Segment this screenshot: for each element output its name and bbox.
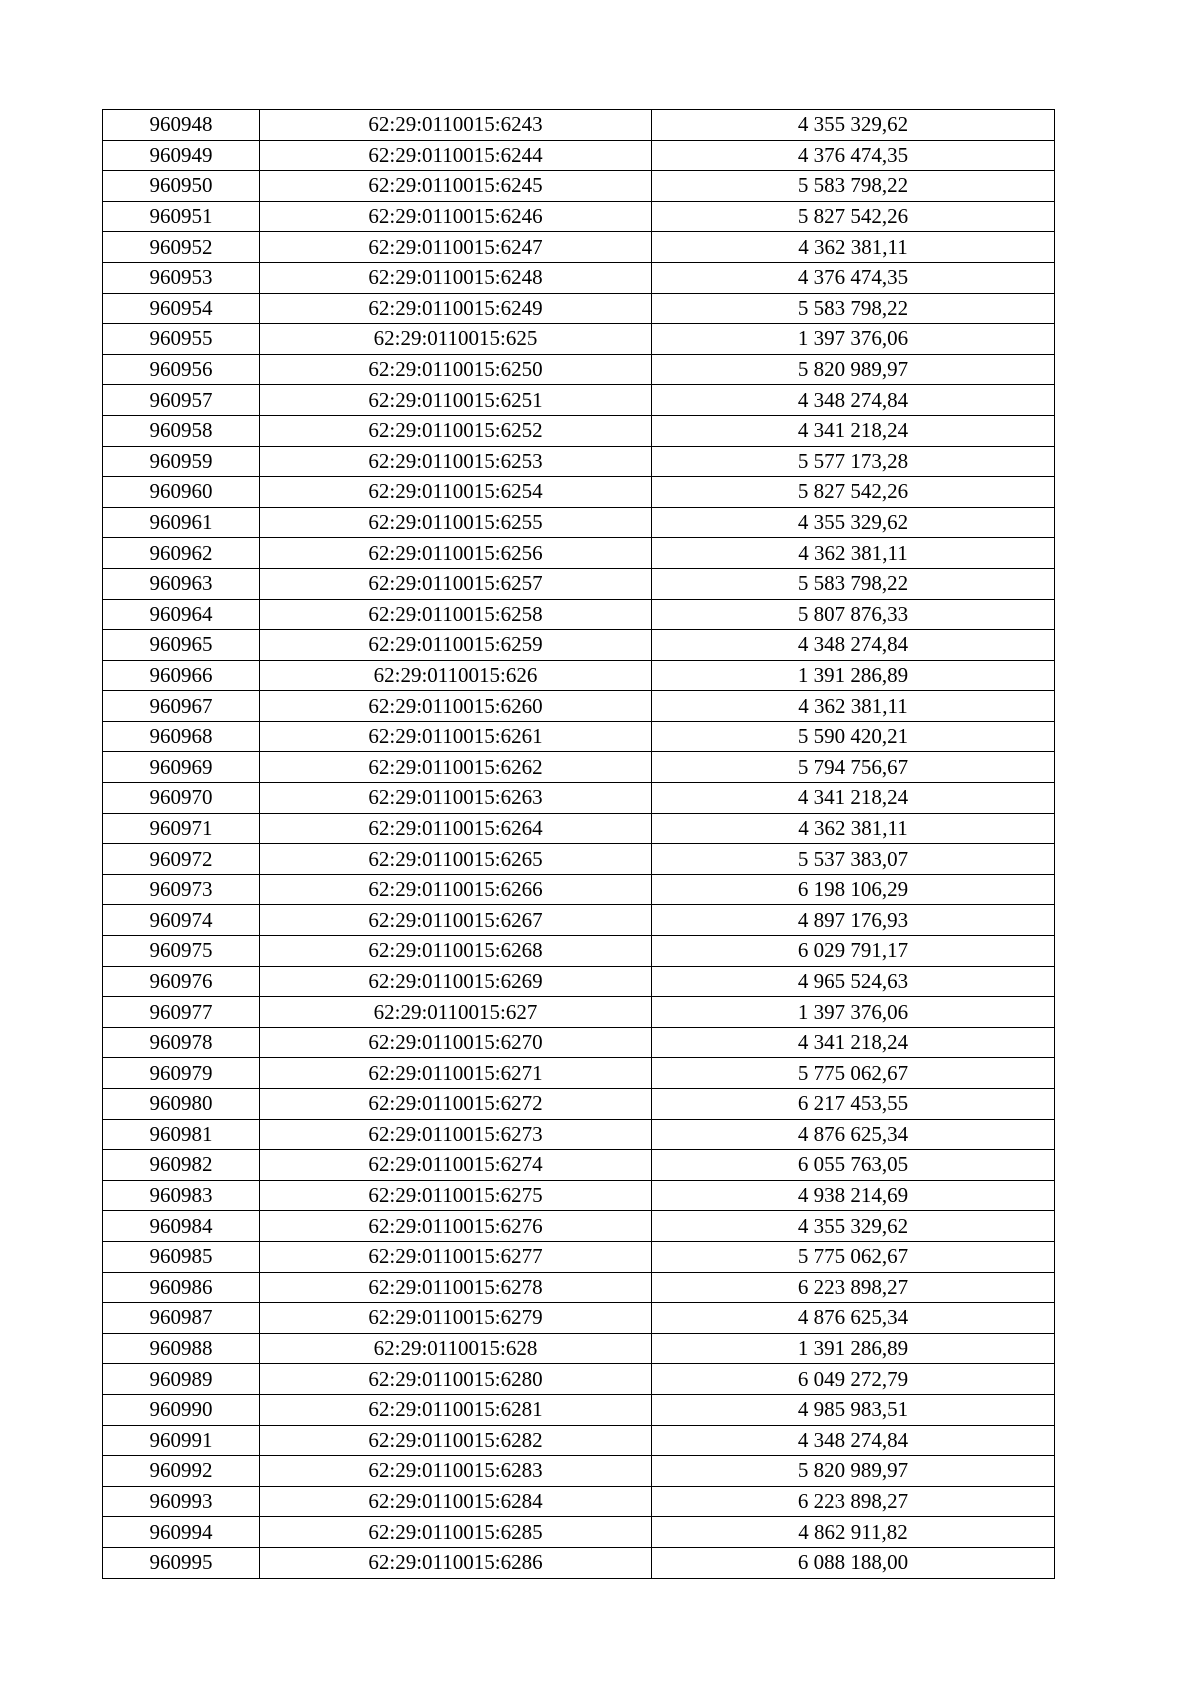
row-number-cell: 960948 — [103, 110, 260, 141]
cadastral-value-cell: 5 583 798,22 — [652, 568, 1055, 599]
cadastral-value-cell: 6 029 791,17 — [652, 936, 1055, 967]
row-number-cell: 960963 — [103, 568, 260, 599]
cadastral-value-cell: 4 376 474,35 — [652, 140, 1055, 171]
row-number-cell: 960960 — [103, 477, 260, 508]
row-number-cell: 960984 — [103, 1211, 260, 1242]
row-number-cell: 960993 — [103, 1486, 260, 1517]
cadastral-number-cell: 62:29:0110015:6262 — [260, 752, 652, 783]
table-row — [103, 538, 1055, 569]
cadastral-number-cell: 62:29:0110015:6271 — [260, 1058, 652, 1089]
cadastral-value-cell: 6 049 272,79 — [652, 1364, 1055, 1395]
table-row — [103, 507, 1055, 538]
cadastral-value-cell: 5 775 062,67 — [652, 1241, 1055, 1272]
cadastral-number-cell: 62:29:0110015:628 — [260, 1333, 652, 1364]
cadastral-value-table — [102, 109, 1055, 1579]
row-number-cell: 960991 — [103, 1425, 260, 1456]
row-number-cell: 960980 — [103, 1089, 260, 1120]
cadastral-number-cell: 62:29:0110015:6263 — [260, 783, 652, 814]
table-row — [103, 691, 1055, 722]
row-number-cell: 960967 — [103, 691, 260, 722]
table-row — [103, 1394, 1055, 1425]
table-row — [103, 1241, 1055, 1272]
row-number-cell: 960994 — [103, 1517, 260, 1548]
row-number-cell: 960956 — [103, 354, 260, 385]
cadastral-number-cell: 62:29:0110015:6272 — [260, 1089, 652, 1120]
row-number-cell: 960977 — [103, 997, 260, 1028]
cadastral-value-cell: 1 391 286,89 — [652, 660, 1055, 691]
cadastral-value-cell: 4 348 274,84 — [652, 1425, 1055, 1456]
row-number-cell: 960981 — [103, 1119, 260, 1150]
table-row — [103, 1180, 1055, 1211]
cadastral-value-cell: 4 985 983,51 — [652, 1394, 1055, 1425]
table-row — [103, 354, 1055, 385]
cadastral-number-cell: 62:29:0110015:6253 — [260, 446, 652, 477]
row-number-cell: 960989 — [103, 1364, 260, 1395]
cadastral-number-cell: 62:29:0110015:6244 — [260, 140, 652, 171]
cadastral-number-cell: 62:29:0110015:6261 — [260, 721, 652, 752]
row-number-cell: 960961 — [103, 507, 260, 538]
table-row — [103, 1486, 1055, 1517]
cadastral-value-cell: 5 577 173,28 — [652, 446, 1055, 477]
cadastral-number-cell: 62:29:0110015:6286 — [260, 1547, 652, 1578]
cadastral-number-cell: 62:29:0110015:6249 — [260, 293, 652, 324]
cadastral-value-cell: 5 583 798,22 — [652, 171, 1055, 202]
cadastral-value-cell: 4 362 381,11 — [652, 813, 1055, 844]
row-number-cell: 960966 — [103, 660, 260, 691]
cadastral-value-cell: 6 198 106,29 — [652, 874, 1055, 905]
table-row — [103, 1058, 1055, 1089]
table-row — [103, 936, 1055, 967]
cadastral-number-cell: 62:29:0110015:6283 — [260, 1456, 652, 1487]
cadastral-number-cell: 62:29:0110015:6275 — [260, 1180, 652, 1211]
cadastral-value-cell: 5 820 989,97 — [652, 1456, 1055, 1487]
cadastral-number-cell: 62:29:0110015:6254 — [260, 477, 652, 508]
table-row — [103, 1364, 1055, 1395]
table-row — [103, 1547, 1055, 1578]
row-number-cell: 960995 — [103, 1547, 260, 1578]
cadastral-number-cell: 62:29:0110015:6266 — [260, 874, 652, 905]
cadastral-number-cell: 62:29:0110015:6267 — [260, 905, 652, 936]
cadastral-number-cell: 62:29:0110015:6248 — [260, 262, 652, 293]
cadastral-value-cell: 5 794 756,67 — [652, 752, 1055, 783]
row-number-cell: 960990 — [103, 1394, 260, 1425]
cadastral-number-cell: 62:29:0110015:6264 — [260, 813, 652, 844]
cadastral-value-cell: 5 807 876,33 — [652, 599, 1055, 630]
table-row — [103, 293, 1055, 324]
row-number-cell: 960952 — [103, 232, 260, 263]
table-row — [103, 1425, 1055, 1456]
table-row — [103, 446, 1055, 477]
row-number-cell: 960968 — [103, 721, 260, 752]
table-row — [103, 201, 1055, 232]
cadastral-value-cell: 1 391 286,89 — [652, 1333, 1055, 1364]
row-number-cell: 960958 — [103, 415, 260, 446]
table-row — [103, 997, 1055, 1028]
row-number-cell: 960978 — [103, 1027, 260, 1058]
cadastral-number-cell: 62:29:0110015:6256 — [260, 538, 652, 569]
cadastral-value-cell: 4 938 214,69 — [652, 1180, 1055, 1211]
cadastral-number-cell: 62:29:0110015:6265 — [260, 844, 652, 875]
cadastral-number-cell: 62:29:0110015:6255 — [260, 507, 652, 538]
cadastral-value-cell: 6 055 763,05 — [652, 1150, 1055, 1181]
table-row — [103, 140, 1055, 171]
row-number-cell: 960988 — [103, 1333, 260, 1364]
row-number-cell: 960975 — [103, 936, 260, 967]
row-number-cell: 960979 — [103, 1058, 260, 1089]
row-number-cell: 960969 — [103, 752, 260, 783]
cadastral-number-cell: 62:29:0110015:6274 — [260, 1150, 652, 1181]
row-number-cell: 960974 — [103, 905, 260, 936]
table-row — [103, 1211, 1055, 1242]
row-number-cell: 960971 — [103, 813, 260, 844]
cadastral-number-cell: 62:29:0110015:625 — [260, 324, 652, 355]
table-row — [103, 110, 1055, 141]
table-row — [103, 874, 1055, 905]
cadastral-number-cell: 62:29:0110015:6284 — [260, 1486, 652, 1517]
cadastral-number-cell: 62:29:0110015:6258 — [260, 599, 652, 630]
cadastral-number-cell: 62:29:0110015:6273 — [260, 1119, 652, 1150]
table-row — [103, 1456, 1055, 1487]
cadastral-number-cell: 62:29:0110015:6251 — [260, 385, 652, 416]
cadastral-value-cell: 4 348 274,84 — [652, 385, 1055, 416]
table-row — [103, 1119, 1055, 1150]
cadastral-value-cell: 5 827 542,26 — [652, 201, 1055, 232]
cadastral-value-cell: 4 897 176,93 — [652, 905, 1055, 936]
table-row — [103, 262, 1055, 293]
table-row — [103, 1089, 1055, 1120]
table-row — [103, 721, 1055, 752]
cadastral-number-cell: 62:29:0110015:6243 — [260, 110, 652, 141]
table-row — [103, 171, 1055, 202]
row-number-cell: 960955 — [103, 324, 260, 355]
cadastral-value-cell: 4 355 329,62 — [652, 507, 1055, 538]
cadastral-value-cell: 4 362 381,11 — [652, 538, 1055, 569]
cadastral-value-cell: 5 775 062,67 — [652, 1058, 1055, 1089]
table-row — [103, 1150, 1055, 1181]
table-row — [103, 385, 1055, 416]
row-number-cell: 960976 — [103, 966, 260, 997]
cadastral-value-cell: 6 223 898,27 — [652, 1486, 1055, 1517]
cadastral-number-cell: 62:29:0110015:6278 — [260, 1272, 652, 1303]
row-number-cell: 960970 — [103, 783, 260, 814]
cadastral-number-cell: 62:29:0110015:6279 — [260, 1303, 652, 1334]
cadastral-value-cell: 6 217 453,55 — [652, 1089, 1055, 1120]
cadastral-number-cell: 62:29:0110015:627 — [260, 997, 652, 1028]
table-row — [103, 568, 1055, 599]
row-number-cell: 960973 — [103, 874, 260, 905]
table-row — [103, 660, 1055, 691]
cadastral-value-cell: 5 537 383,07 — [652, 844, 1055, 875]
cadastral-number-cell: 62:29:0110015:6252 — [260, 415, 652, 446]
row-number-cell: 960964 — [103, 599, 260, 630]
cadastral-value-cell: 4 965 524,63 — [652, 966, 1055, 997]
row-number-cell: 960982 — [103, 1150, 260, 1181]
cadastral-number-cell: 62:29:0110015:6281 — [260, 1394, 652, 1425]
cadastral-value-cell: 6 088 188,00 — [652, 1547, 1055, 1578]
cadastral-number-cell: 62:29:0110015:6282 — [260, 1425, 652, 1456]
cadastral-number-cell: 62:29:0110015:6247 — [260, 232, 652, 263]
row-number-cell: 960987 — [103, 1303, 260, 1334]
table-row — [103, 966, 1055, 997]
cadastral-number-cell: 62:29:0110015:6285 — [260, 1517, 652, 1548]
row-number-cell: 960953 — [103, 262, 260, 293]
row-number-cell: 960985 — [103, 1241, 260, 1272]
cadastral-value-cell: 4 341 218,24 — [652, 1027, 1055, 1058]
cadastral-number-cell: 62:29:0110015:6268 — [260, 936, 652, 967]
cadastral-number-cell: 62:29:0110015:6270 — [260, 1027, 652, 1058]
cadastral-number-cell: 62:29:0110015:6257 — [260, 568, 652, 599]
table-row — [103, 1272, 1055, 1303]
row-number-cell: 960950 — [103, 171, 260, 202]
cadastral-value-cell: 5 583 798,22 — [652, 293, 1055, 324]
row-number-cell: 960957 — [103, 385, 260, 416]
table-row — [103, 1517, 1055, 1548]
table-row — [103, 905, 1055, 936]
table-row — [103, 752, 1055, 783]
row-number-cell: 960992 — [103, 1456, 260, 1487]
cadastral-value-cell: 6 223 898,27 — [652, 1272, 1055, 1303]
cadastral-value-cell: 5 827 542,26 — [652, 477, 1055, 508]
cadastral-value-cell: 5 820 989,97 — [652, 354, 1055, 385]
cadastral-value-cell: 4 362 381,11 — [652, 232, 1055, 263]
table-row — [103, 783, 1055, 814]
cadastral-value-cell: 4 862 911,82 — [652, 1517, 1055, 1548]
cadastral-value-cell: 4 376 474,35 — [652, 262, 1055, 293]
table-row — [103, 232, 1055, 263]
table-row — [103, 630, 1055, 661]
cadastral-value-cell: 4 341 218,24 — [652, 415, 1055, 446]
row-number-cell: 960951 — [103, 201, 260, 232]
table-row — [103, 1333, 1055, 1364]
cadastral-number-cell: 62:29:0110015:6280 — [260, 1364, 652, 1395]
table-row — [103, 813, 1055, 844]
row-number-cell: 960959 — [103, 446, 260, 477]
row-number-cell: 960954 — [103, 293, 260, 324]
table-row — [103, 1027, 1055, 1058]
row-number-cell: 960983 — [103, 1180, 260, 1211]
cadastral-number-cell: 62:29:0110015:6246 — [260, 201, 652, 232]
table-body — [103, 110, 1055, 1579]
cadastral-value-cell: 4 362 381,11 — [652, 691, 1055, 722]
cadastral-number-cell: 62:29:0110015:6260 — [260, 691, 652, 722]
row-number-cell: 960962 — [103, 538, 260, 569]
row-number-cell: 960965 — [103, 630, 260, 661]
row-number-cell: 960949 — [103, 140, 260, 171]
cadastral-value-cell: 5 590 420,21 — [652, 721, 1055, 752]
cadastral-value-cell: 4 355 329,62 — [652, 1211, 1055, 1242]
cadastral-value-cell: 4 348 274,84 — [652, 630, 1055, 661]
cadastral-value-cell: 4 341 218,24 — [652, 783, 1055, 814]
cadastral-value-cell: 4 876 625,34 — [652, 1303, 1055, 1334]
table-row — [103, 477, 1055, 508]
cadastral-number-cell: 62:29:0110015:6259 — [260, 630, 652, 661]
cadastral-value-cell: 4 876 625,34 — [652, 1119, 1055, 1150]
row-number-cell: 960972 — [103, 844, 260, 875]
cadastral-value-cell: 4 355 329,62 — [652, 110, 1055, 141]
table-row — [103, 844, 1055, 875]
table-row — [103, 599, 1055, 630]
cadastral-number-cell: 62:29:0110015:6250 — [260, 354, 652, 385]
table-row — [103, 1303, 1055, 1334]
cadastral-number-cell: 62:29:0110015:6245 — [260, 171, 652, 202]
cadastral-value-cell: 1 397 376,06 — [652, 997, 1055, 1028]
cadastral-number-cell: 62:29:0110015:6276 — [260, 1211, 652, 1242]
cadastral-number-cell: 62:29:0110015:626 — [260, 660, 652, 691]
row-number-cell: 960986 — [103, 1272, 260, 1303]
cadastral-number-cell: 62:29:0110015:6277 — [260, 1241, 652, 1272]
cadastral-value-cell: 1 397 376,06 — [652, 324, 1055, 355]
table-row — [103, 415, 1055, 446]
table-row — [103, 324, 1055, 355]
cadastral-number-cell: 62:29:0110015:6269 — [260, 966, 652, 997]
